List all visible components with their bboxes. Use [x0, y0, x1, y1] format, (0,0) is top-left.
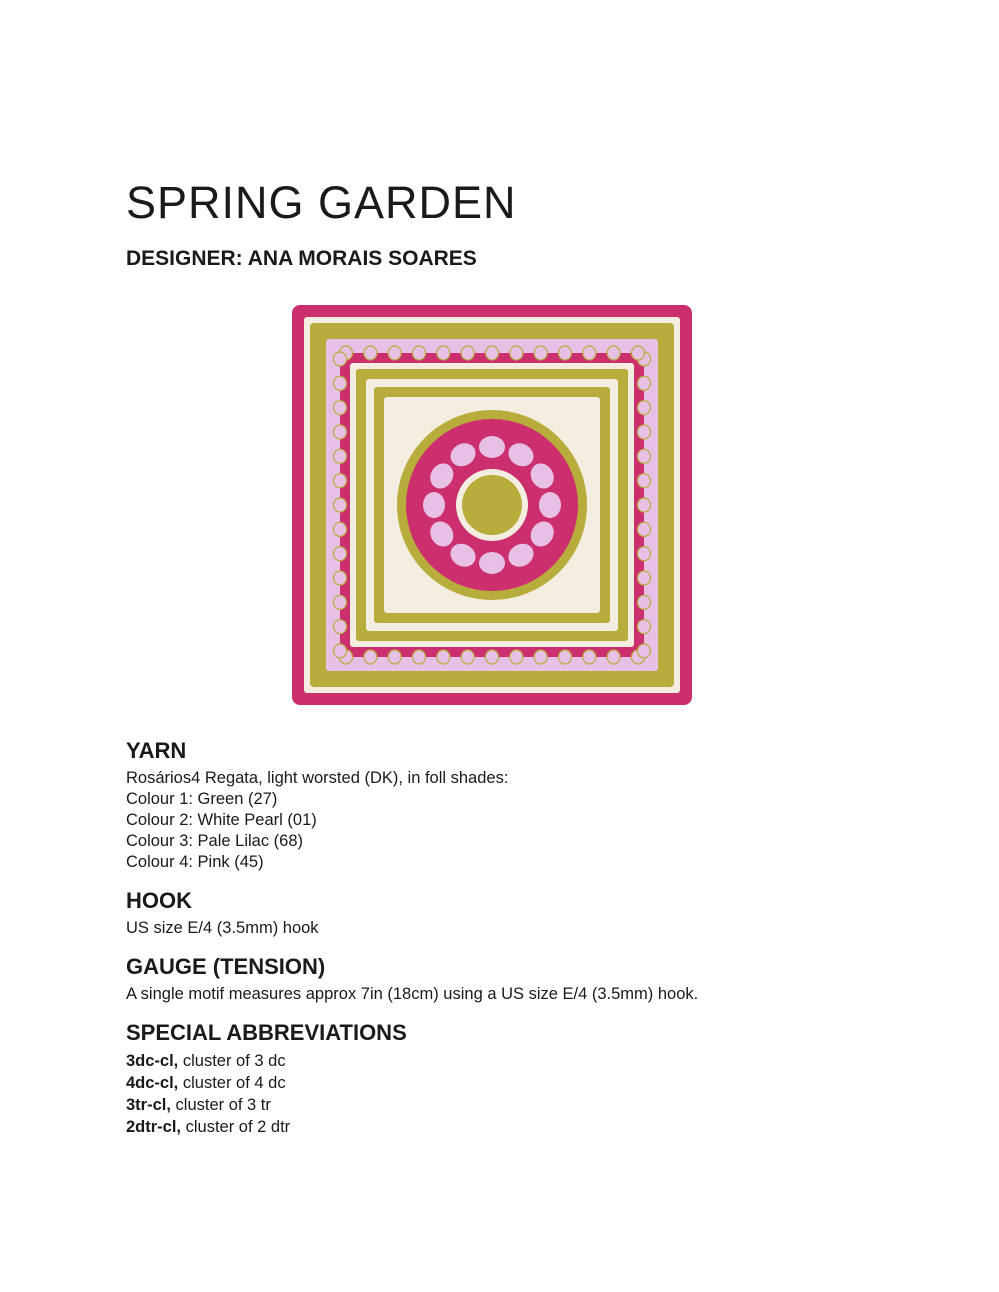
lilac-bobble	[559, 346, 572, 360]
yarn-heading: YARN	[126, 738, 187, 763]
abbreviation-item	[126, 1072, 886, 1094]
lilac-bobble	[334, 571, 347, 585]
lilac-bobble	[534, 346, 547, 360]
abbreviation-term: 2dtr-cl,	[126, 1118, 182, 1137]
green-center	[462, 475, 522, 535]
lilac-bobble	[583, 650, 596, 664]
lilac-bobble	[638, 595, 651, 609]
lilac-petal	[539, 492, 561, 518]
lilac-bobble	[638, 644, 651, 658]
pattern-title: SPRING GARDEN	[126, 177, 517, 228]
lilac-bobble	[638, 449, 651, 463]
yarn-line: Colour 1: Green (27)	[126, 790, 278, 809]
lilac-bobble	[607, 650, 620, 664]
lilac-bobble	[334, 401, 347, 415]
abbreviation-definition: cluster of 3 tr	[170, 1096, 271, 1115]
lilac-bobble	[486, 650, 499, 664]
yarn-section	[126, 738, 886, 873]
lilac-petal	[479, 436, 505, 458]
lilac-bobble	[632, 346, 645, 360]
designer-credit: DESIGNER: ANA MORAIS SOARES	[126, 247, 477, 270]
gauge-heading: GAUGE (TENSION)	[126, 954, 326, 979]
lilac-bobble	[364, 346, 377, 360]
abbreviation-term: 3dc-cl,	[126, 1052, 179, 1071]
granny-square-photo	[292, 305, 692, 705]
lilac-bobble	[461, 346, 474, 360]
lilac-bobble	[638, 571, 651, 585]
abbreviation-term: 4dc-cl,	[126, 1074, 179, 1093]
lilac-bobble	[334, 595, 347, 609]
lilac-bobble	[638, 474, 651, 488]
lilac-bobble	[638, 376, 651, 390]
lilac-bobble	[388, 650, 401, 664]
lilac-bobble	[638, 620, 651, 634]
lilac-bobble	[510, 346, 523, 360]
lilac-bobble	[607, 346, 620, 360]
lilac-bobble	[334, 425, 347, 439]
lilac-bobble	[334, 522, 347, 536]
lilac-bobble	[334, 498, 347, 512]
lilac-bobble	[638, 401, 651, 415]
lilac-petal	[479, 552, 505, 574]
lilac-bobble	[638, 498, 651, 512]
abbreviation-definition: cluster of 4 dc	[178, 1074, 286, 1093]
lilac-bobble	[364, 650, 377, 664]
lilac-bobble	[534, 650, 547, 664]
lilac-bobble	[334, 449, 347, 463]
lilac-bobble	[413, 346, 426, 360]
abbreviation-definition: cluster of 2 dtr	[181, 1118, 291, 1137]
lilac-bobble	[334, 376, 347, 390]
lilac-bobble	[559, 650, 572, 664]
lilac-bobble	[638, 547, 651, 561]
lilac-bobble	[334, 620, 347, 634]
lilac-bobble	[437, 650, 450, 664]
lilac-bobble	[583, 346, 596, 360]
abbreviation-term: 3tr-cl,	[126, 1096, 171, 1115]
lilac-bobble	[437, 346, 450, 360]
yarn-line: Colour 3: Pale Lilac (68)	[126, 832, 304, 851]
gauge-section	[126, 954, 886, 1005]
hook-heading: HOOK	[126, 888, 192, 913]
lilac-bobble	[638, 522, 651, 536]
lilac-bobble	[334, 474, 347, 488]
lilac-bobble	[388, 346, 401, 360]
hook-text: US size E/4 (3.5mm) hook	[126, 919, 319, 938]
lilac-bobble	[510, 650, 523, 664]
hook-section	[126, 888, 886, 939]
abbreviation-item	[126, 1050, 886, 1072]
lilac-bobble	[461, 650, 474, 664]
lilac-bobble	[486, 346, 499, 360]
gauge-text: A single motif measures approx 7in (18cm) using a US size E/4 (3.5mm) hook.	[126, 985, 699, 1004]
lilac-bobble	[334, 352, 347, 366]
abbreviation-item	[126, 1116, 886, 1138]
abbreviation-item	[126, 1094, 886, 1116]
abbreviations-section	[126, 1020, 886, 1138]
lilac-bobble	[334, 547, 347, 561]
lilac-bobble	[638, 425, 651, 439]
lilac-petal	[423, 492, 445, 518]
yarn-line: Colour 2: White Pearl (01)	[126, 811, 317, 830]
lilac-bobble	[334, 644, 347, 658]
abbreviations-heading: SPECIAL ABBREVIATIONS	[126, 1020, 407, 1045]
lilac-bobble	[413, 650, 426, 664]
yarn-line: Rosários4 Regata, light worsted (DK), in foll shades:	[126, 769, 509, 788]
abbreviation-definition: cluster of 3 dc	[178, 1052, 286, 1071]
yarn-line: Colour 4: Pink (45)	[126, 853, 264, 872]
